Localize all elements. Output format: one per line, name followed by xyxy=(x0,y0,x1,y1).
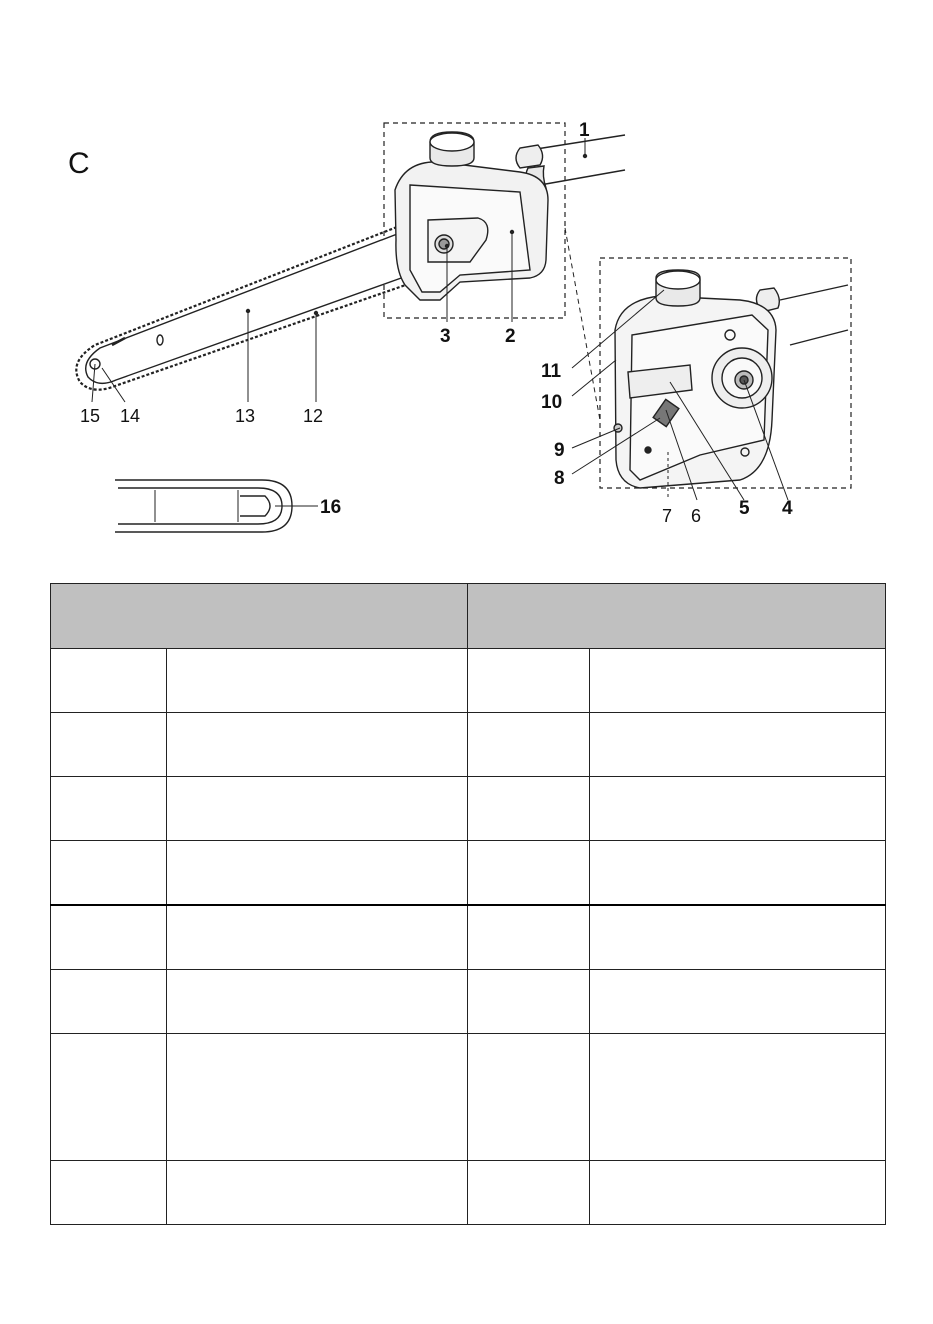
table-cell xyxy=(468,841,590,906)
table-cell xyxy=(51,970,167,1034)
callout-11: 11 xyxy=(541,361,562,382)
table-cell xyxy=(167,970,468,1034)
table-row xyxy=(51,970,886,1034)
callout-13: 13 xyxy=(235,406,256,426)
table-cell xyxy=(51,905,167,970)
table-cell xyxy=(468,1034,590,1161)
table-row xyxy=(51,841,886,906)
callout-7: 7 xyxy=(662,506,673,526)
callout-3: 3 xyxy=(440,326,451,347)
table-row xyxy=(51,713,886,777)
table-cell xyxy=(51,777,167,841)
table-cell xyxy=(167,649,468,713)
callout-9: 9 xyxy=(554,440,565,461)
table-cell xyxy=(51,713,167,777)
callout-1: 1 xyxy=(579,120,590,141)
table-header-right xyxy=(468,584,886,649)
callout-14: 14 xyxy=(120,406,141,426)
table-cell xyxy=(51,1161,167,1225)
table-cell xyxy=(590,1034,886,1161)
callout-12: 12 xyxy=(303,406,324,426)
table-cell xyxy=(590,649,886,713)
parts-legend-table xyxy=(50,583,886,1225)
table-cell xyxy=(468,1161,590,1225)
table-header-left xyxy=(51,584,468,649)
table-row xyxy=(51,1161,886,1225)
callout-16: 16 xyxy=(320,497,342,518)
table-cell xyxy=(51,649,167,713)
callout-10: 10 xyxy=(541,392,563,413)
table-cell xyxy=(167,777,468,841)
table-cell xyxy=(468,713,590,777)
callout-4: 4 xyxy=(782,498,793,519)
callout-6: 6 xyxy=(691,506,702,526)
figure-letter: C xyxy=(68,147,90,180)
table-cell xyxy=(468,777,590,841)
table-cell xyxy=(468,905,590,970)
table-row xyxy=(51,905,886,970)
table-cell xyxy=(167,905,468,970)
table-cell xyxy=(167,1034,468,1161)
table-cell xyxy=(51,1034,167,1161)
callout-8: 8 xyxy=(554,468,565,489)
detail-inset-drawing xyxy=(572,258,851,500)
chain-guard-drawing xyxy=(115,480,318,532)
parts-diagram xyxy=(0,0,933,560)
callout-15: 15 xyxy=(80,406,101,426)
table-cell xyxy=(51,841,167,906)
table-cell xyxy=(468,649,590,713)
table-cell xyxy=(590,713,886,777)
table-cell xyxy=(167,841,468,906)
table-row xyxy=(51,777,886,841)
table-cell xyxy=(590,970,886,1034)
table-cell xyxy=(590,905,886,970)
table-cell xyxy=(590,1161,886,1225)
callout-2: 2 xyxy=(505,326,516,347)
table-cell xyxy=(590,841,886,906)
table-cell xyxy=(167,1161,468,1225)
table-row xyxy=(51,649,886,713)
table-header-row xyxy=(51,584,886,649)
callout-5: 5 xyxy=(739,498,750,519)
table-row xyxy=(51,1034,886,1161)
table-cell xyxy=(167,713,468,777)
table-cell xyxy=(468,970,590,1034)
table-cell xyxy=(590,777,886,841)
